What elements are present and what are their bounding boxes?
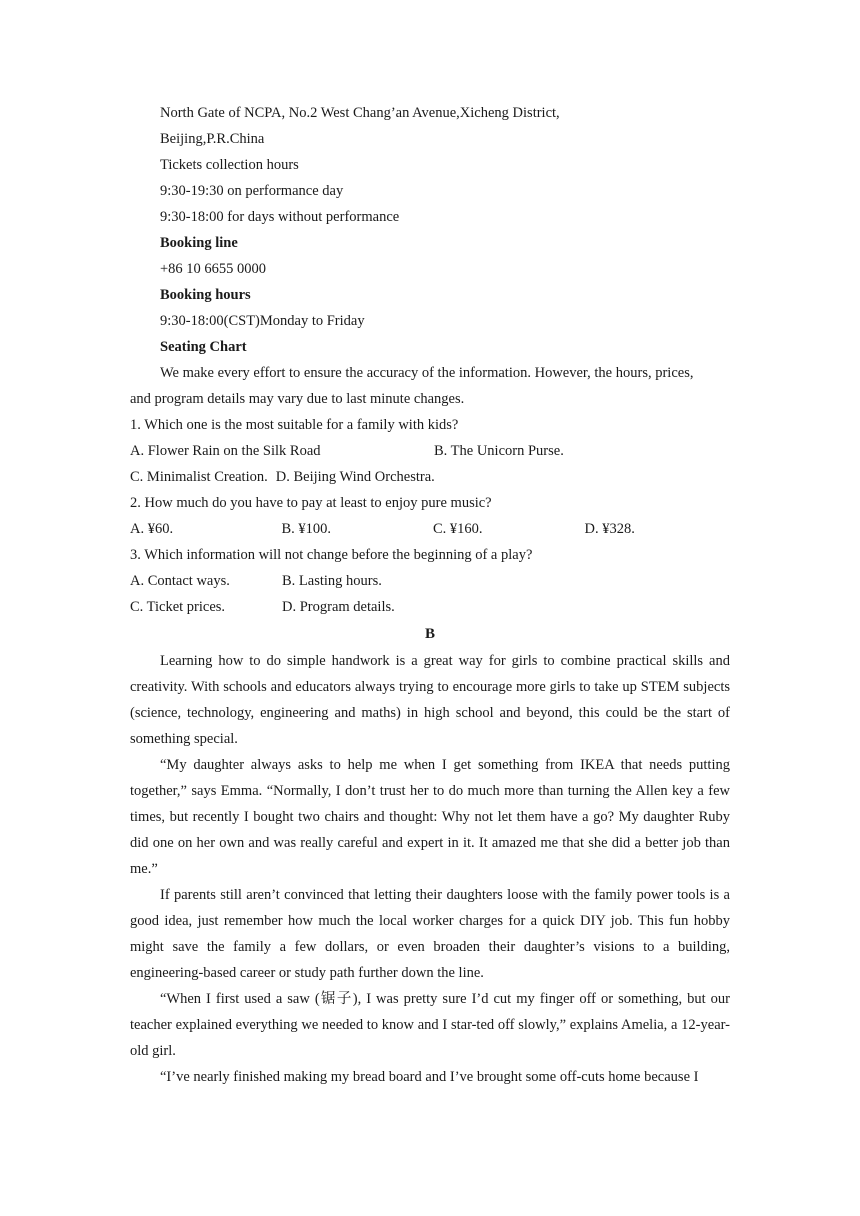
question-2-options-row <box>130 516 730 542</box>
question-3-option-c: C. Ticket prices. <box>130 599 226 615</box>
passage-paragraph-5: “I’ve nearly finished making my bread board and I’ve brought some off-cuts home because I <box>160 1069 699 1085</box>
collection-heading: Tickets collection hours <box>160 157 299 173</box>
question-3-option-a: A. Contact ways. <box>130 573 230 589</box>
question-2-stem: 2. How much do you have to pay at least to enjoy pure music? <box>130 495 492 511</box>
question-3-stem: 3. Which information will not change before the beginning of a play? <box>130 547 533 563</box>
section-b-title: B <box>424 626 435 642</box>
question-1-options-row-2 <box>130 464 730 490</box>
question-2-option-a: A. ¥60. <box>130 521 174 537</box>
document-page <box>130 100 730 1090</box>
passage-paragraph-3: If parents still aren’t convinced that letting their daughters loose with the family power tools is a good idea, just remember how much the local worker charges for a quick DIY job. This fun hobby might save the family a few dollars, or even broaden their daughter’s visions to a building, engineering-based career or study path further down the line. <box>130 887 730 981</box>
collection-hours-no-performance: 9:30-18:00 for days without performance <box>160 209 400 225</box>
question-3-options-row-1 <box>130 568 730 594</box>
question-2-option-c: C. ¥160. <box>433 521 483 537</box>
notice-line-1: We make every effort to ensure the accuracy of the information. However, the hours, prices, <box>160 365 694 381</box>
question-3-options-row-2 <box>130 594 730 620</box>
question-1-stem: 1. Which one is the most suitable for a family with kids? <box>130 417 459 433</box>
address-line-2: Beijing,P.R.China <box>160 131 265 147</box>
question-1-option-b: B. The Unicorn Purse. <box>434 443 564 459</box>
question-1-option-c: C. Minimalist Creation. <box>130 469 268 485</box>
seating-chart-heading: Seating Chart <box>160 339 247 355</box>
question-3-option-d: D. Program details. <box>282 599 395 615</box>
passage-paragraph-4: “When I first used a saw (锯子), I was pretty sure I’d cut my finger off or something, but our teacher explained everything we needed to know and I star-ted off slowly,” explains Amelia, a 12-year-old girl. <box>130 991 730 1059</box>
booking-line-heading: Booking line <box>160 235 238 251</box>
question-1-option-a: A. Flower Rain on the Silk Road <box>130 443 321 459</box>
question-2-option-d: D. ¥328. <box>584 521 635 537</box>
passage-paragraph-2: “My daughter always asks to help me when I get something from IKEA that needs putting together,” says Emma. “Normally, I don’t trust her to do much more than turning the Allen key a few times, but recently I bought two chairs and thought: Why not let them have a go? My daughter Ruby did one on her own and was really careful and expert in it. It amazed me that she did a better job than me.” <box>130 757 730 877</box>
collection-hours-performance: 9:30-19:30 on performance day <box>160 183 344 199</box>
question-1-option-d: D. Beijing Wind Orchestra. <box>275 469 435 485</box>
passage-paragraph-1: Learning how to do simple handwork is a great way for girls to combine practical skills and creativity. With schools and educators always trying to encourage more girls to take up STEM subjects (science, technology, engineering and maths) in high school and beyond, this could be the start of something special. <box>130 653 730 747</box>
question-2-option-b: B. ¥100. <box>281 521 332 537</box>
booking-line-number: +86 10 6655 0000 <box>160 261 267 277</box>
booking-hours: 9:30-18:00(CST)Monday to Friday <box>160 313 365 329</box>
question-3-option-b: B. Lasting hours. <box>282 573 382 589</box>
question-1-options-row-1 <box>130 438 730 464</box>
notice-line-2: and program details may vary due to last minute changes. <box>130 391 465 407</box>
address-line-1: North Gate of NCPA, No.2 West Chang’an Avenue,Xicheng District, <box>160 105 560 121</box>
booking-hours-heading: Booking hours <box>160 287 251 303</box>
